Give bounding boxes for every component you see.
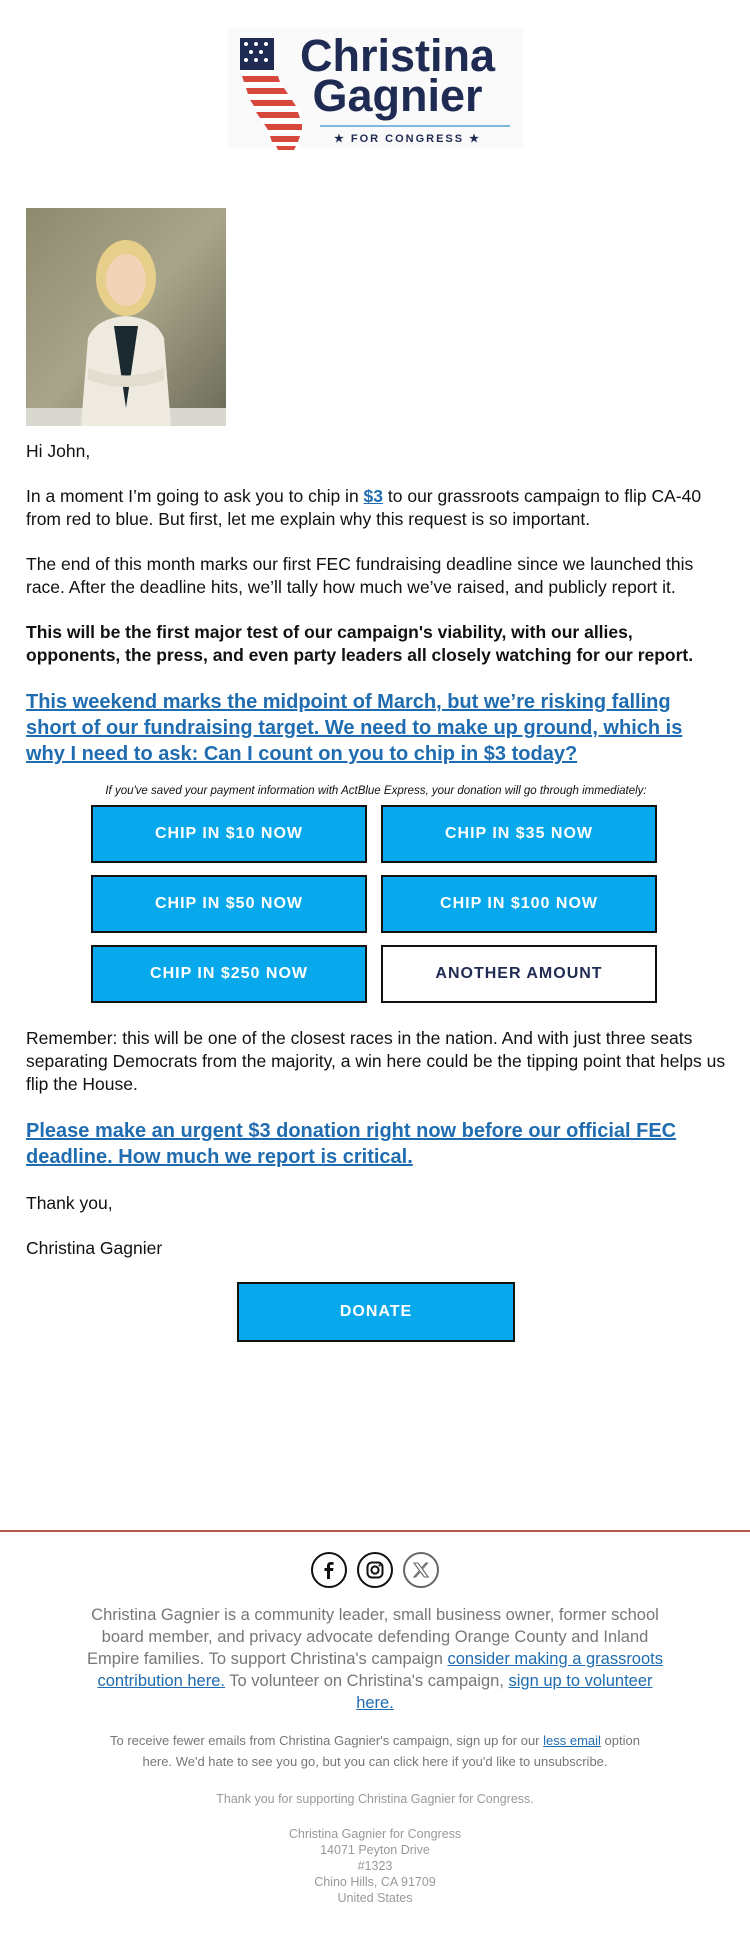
chip-in-250-button[interactable]: CHIP IN $250 NOW	[91, 945, 367, 1003]
social-links	[0, 1552, 750, 1588]
email-body	[26, 440, 726, 1342]
logo-line-1: Christina	[299, 30, 496, 81]
chip-in-10-button[interactable]: CHIP IN $10 NOW	[91, 805, 367, 863]
facebook-icon[interactable]	[311, 1552, 347, 1588]
logo-wordmark	[278, 30, 518, 121]
paragraph-intro	[26, 485, 726, 531]
signoff: Thank you,	[26, 1193, 113, 1213]
urgent-ask-link[interactable]: This weekend marks the midpoint of March, but we’re risking falling short of our fundraising target. We need to make up ground, which is why I need to ask: Can I count on you to chip in $3 today?	[26, 691, 683, 765]
chip-in-50-button[interactable]: CHIP IN $50 NOW	[91, 875, 367, 933]
paragraph-viability: This will be the first major test of our campaign's viability, with our allies, opponents, the press, and even party leaders all closely watching for our report.	[26, 622, 694, 665]
address-line: 14071 Peyton Drive	[320, 1843, 430, 1857]
unsub-text-1: To receive fewer emails from Christina Gagnier's campaign, sign up for our	[110, 1733, 544, 1748]
thanks-line: Thank you for supporting Christina Gagnier for Congress.	[216, 1792, 534, 1806]
paragraph-intro-text-2: to our grassroots campaign to flip CA-40 from red to blue. But first, let me explain why this request is so important.	[26, 486, 702, 529]
logo-line-2: Gagnier	[312, 70, 483, 121]
address-line: #1323	[357, 1859, 393, 1873]
candidate-photo	[26, 208, 226, 426]
email-page	[0, 28, 750, 1905]
unsub-text-2: option here. We'd hate to see you go, but you can click here if you'd like to unsubscribe.	[142, 1733, 640, 1769]
three-dollar-link[interactable]: $3	[363, 486, 384, 506]
chip-in-35-button[interactable]: CHIP IN $35 NOW	[381, 805, 657, 863]
address-line: United States	[337, 1891, 413, 1905]
paragraph-intro-text-1: In a moment I’m going to ask you to chip in	[26, 486, 364, 506]
campaign-logo[interactable]	[228, 28, 523, 148]
donate-wrap	[26, 1282, 726, 1342]
donate-button[interactable]: DONATE	[237, 1282, 515, 1342]
grassroots-contribution-link[interactable]: consider making a grassroots contribution here.	[97, 1650, 663, 1690]
mailing-address	[0, 1826, 750, 1906]
signature: Christina Gagnier	[26, 1238, 163, 1258]
chip-in-100-button[interactable]: CHIP IN $100 NOW	[381, 875, 657, 933]
address-line: Chino Hills, CA 91709	[314, 1875, 436, 1889]
paragraph-deadline: The end of this month marks our first FEC fundraising deadline since we launched this race. After the deadline hits, we’ll tally how much we’ve raised, and publicly report it.	[26, 554, 694, 597]
bio-text-2: To volunteer on Christina's campaign,	[224, 1672, 509, 1690]
paragraph-close-race: Remember: this will be one of the closest races in the nation. And with just three seats separating Democrats from the majority, a win here could be the tipping point that helps us flip the House.	[26, 1028, 726, 1094]
unsubscribe-note	[95, 1730, 655, 1772]
address-line: Christina Gagnier for Congress	[288, 1827, 462, 1841]
email-footer	[0, 1530, 750, 1906]
volunteer-link[interactable]: sign up to volunteer here.	[356, 1672, 653, 1712]
actblue-note: If you've saved your payment information with ActBlue Express, your donation will go through immediately:	[105, 785, 647, 797]
greeting: Hi John,	[26, 441, 91, 461]
logo-subtitle: ★ FOR CONGRESS ★	[333, 133, 482, 145]
donation-buttons	[91, 805, 661, 1003]
campaign-bio	[85, 1604, 665, 1714]
another-amount-button[interactable]: ANOTHER AMOUNT	[381, 945, 657, 1003]
less-email-link[interactable]: less email	[543, 1733, 601, 1748]
x-icon[interactable]	[403, 1552, 439, 1588]
bio-text-1: Christina Gagnier is a community leader, small business owner, former school board member, and privacy advocate defending Orange County and Inland Empire families. To support Christina's campaign	[86, 1606, 659, 1668]
urgent-donation-link[interactable]: Please make an urgent $3 donation right now before our official FEC deadline. How much we report is critical.	[26, 1120, 677, 1168]
instagram-icon[interactable]	[357, 1552, 393, 1588]
logo-rule	[320, 125, 510, 127]
